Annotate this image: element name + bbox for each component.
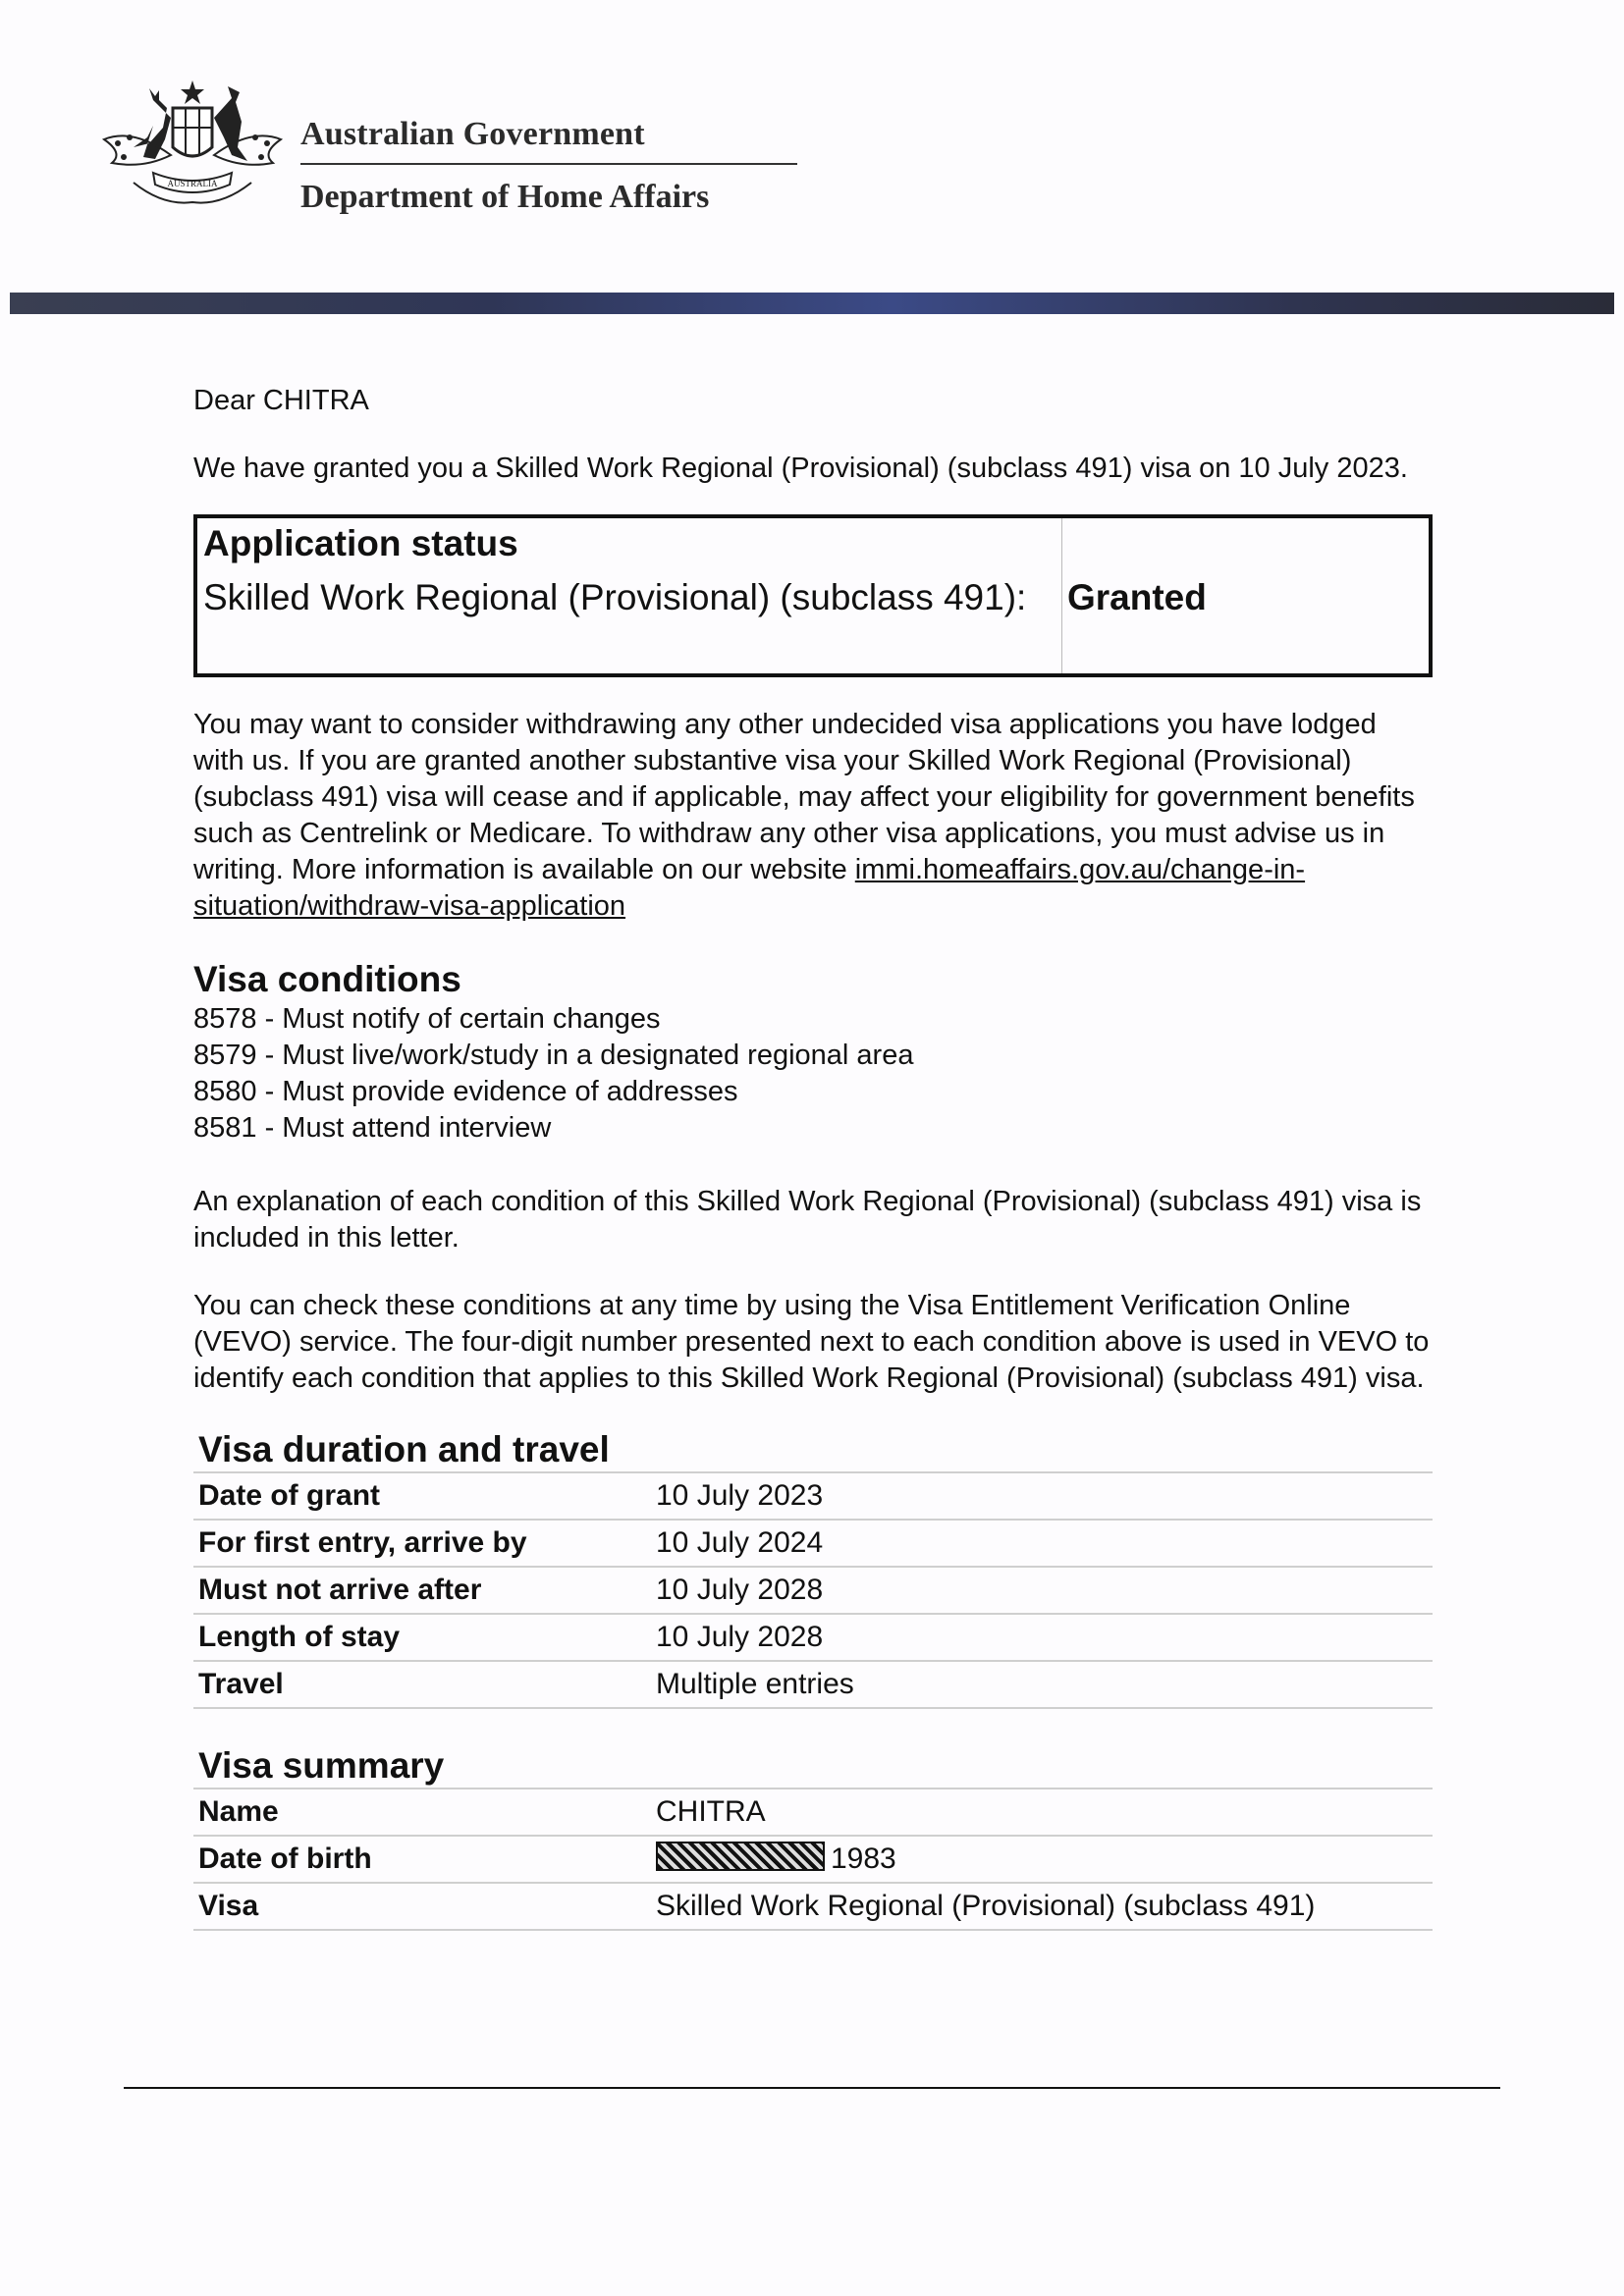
status-visa-name: Skilled Work Regional (Provisional) (subclass 491):	[203, 577, 1027, 617]
table-row	[193, 1472, 1433, 1520]
row-label: Length of stay	[193, 1614, 651, 1661]
greeting: Dear CHITRA	[193, 385, 369, 416]
coat-of-arms-icon	[94, 79, 291, 226]
grant-intro: We have granted you a Skilled Work Regional (Provisional) (subclass 491) visa on 10 July 2023.	[193, 453, 1408, 484]
condition-item: 8579 - Must live/work/study in a designated regional area	[193, 1040, 914, 1071]
government-wordmark	[300, 116, 797, 216]
condition-item: 8580 - Must provide evidence of addresses	[193, 1076, 738, 1107]
table-row	[193, 1614, 1433, 1661]
row-value: CHITRA	[651, 1789, 1433, 1836]
header-band	[10, 293, 1614, 314]
summary-title: Visa summary	[198, 1745, 445, 1786]
conditions-explanation: An explanation of each condition of this Skilled Work Regional (Provisional) (subclass 491) visa is included in this letter.	[193, 1186, 1422, 1254]
row-value: Skilled Work Regional (Provisional) (subclass 491)	[651, 1883, 1433, 1930]
status-divider	[1061, 518, 1062, 673]
summary-table	[193, 1788, 1433, 1931]
condition-item: 8581 - Must attend interview	[193, 1112, 552, 1144]
duration-table	[193, 1471, 1433, 1709]
row-label: Visa	[193, 1883, 651, 1930]
row-label: Travel	[193, 1661, 651, 1708]
status-title: Application status	[203, 523, 518, 563]
row-value: 10 July 2028	[651, 1614, 1433, 1661]
row-value: Multiple entries	[651, 1661, 1433, 1708]
withdraw-text: You may want to consider withdrawing any other undecided visa applications you have lodged with us. If you are granted another substantive visa your Skilled Work Regional (Provisional) (subclass 491) visa will cease and if applicable, may affect your eligibility for government benefits such as Centrelink or Medicare. To withdraw any other visa applications, you must advise us in writing. More information is available on our website	[193, 709, 1415, 885]
footer-rule	[124, 2087, 1500, 2089]
table-row	[193, 1520, 1433, 1567]
withdraw-link[interactable]: immi.homeaffairs.gov.au/change-in-situation/withdraw-visa-application	[193, 854, 1306, 922]
svg-text:AUSTRALIA: AUSTRALIA	[167, 179, 218, 188]
table-row	[193, 1883, 1433, 1930]
table-row	[193, 1567, 1433, 1614]
government-name: Australian Government	[300, 116, 797, 165]
department-name: Department of Home Affairs	[300, 179, 710, 215]
row-label: For first entry, arrive by	[193, 1520, 651, 1567]
letter-body	[193, 383, 1433, 1966]
table-row	[193, 1789, 1433, 1836]
condition-item: 8578 - Must notify of certain changes	[193, 1003, 661, 1035]
redaction-block	[656, 1842, 825, 1871]
conditions-list	[193, 1001, 1433, 1147]
application-status-box	[193, 514, 1433, 677]
table-row	[193, 1661, 1433, 1708]
status-badge: Granted	[1067, 577, 1207, 617]
withdraw-paragraph	[193, 707, 1433, 925]
row-label: Date of grant	[193, 1472, 651, 1520]
row-label: Date of birth	[193, 1836, 651, 1883]
row-value: 10 July 2024	[651, 1520, 1433, 1567]
vevo-paragraph: You can check these conditions at any time by using the Visa Entitlement Verification Online (VEVO) service. The four-digit number presented next to each condition above is used in VEVO to identify each condition that applies to this Skilled Work Regional (Provisional) (subclass 491) visa.	[193, 1290, 1430, 1394]
row-value	[651, 1836, 1433, 1883]
duration-title: Visa duration and travel	[198, 1429, 610, 1469]
row-label: Must not arrive after	[193, 1567, 651, 1614]
table-row	[193, 1836, 1433, 1883]
conditions-title: Visa conditions	[193, 959, 461, 999]
row-label: Name	[193, 1789, 651, 1836]
row-value: 10 July 2023	[651, 1472, 1433, 1520]
row-value: 10 July 2028	[651, 1567, 1433, 1614]
birth-year: 1983	[831, 1842, 896, 1875]
letterhead	[94, 59, 732, 236]
